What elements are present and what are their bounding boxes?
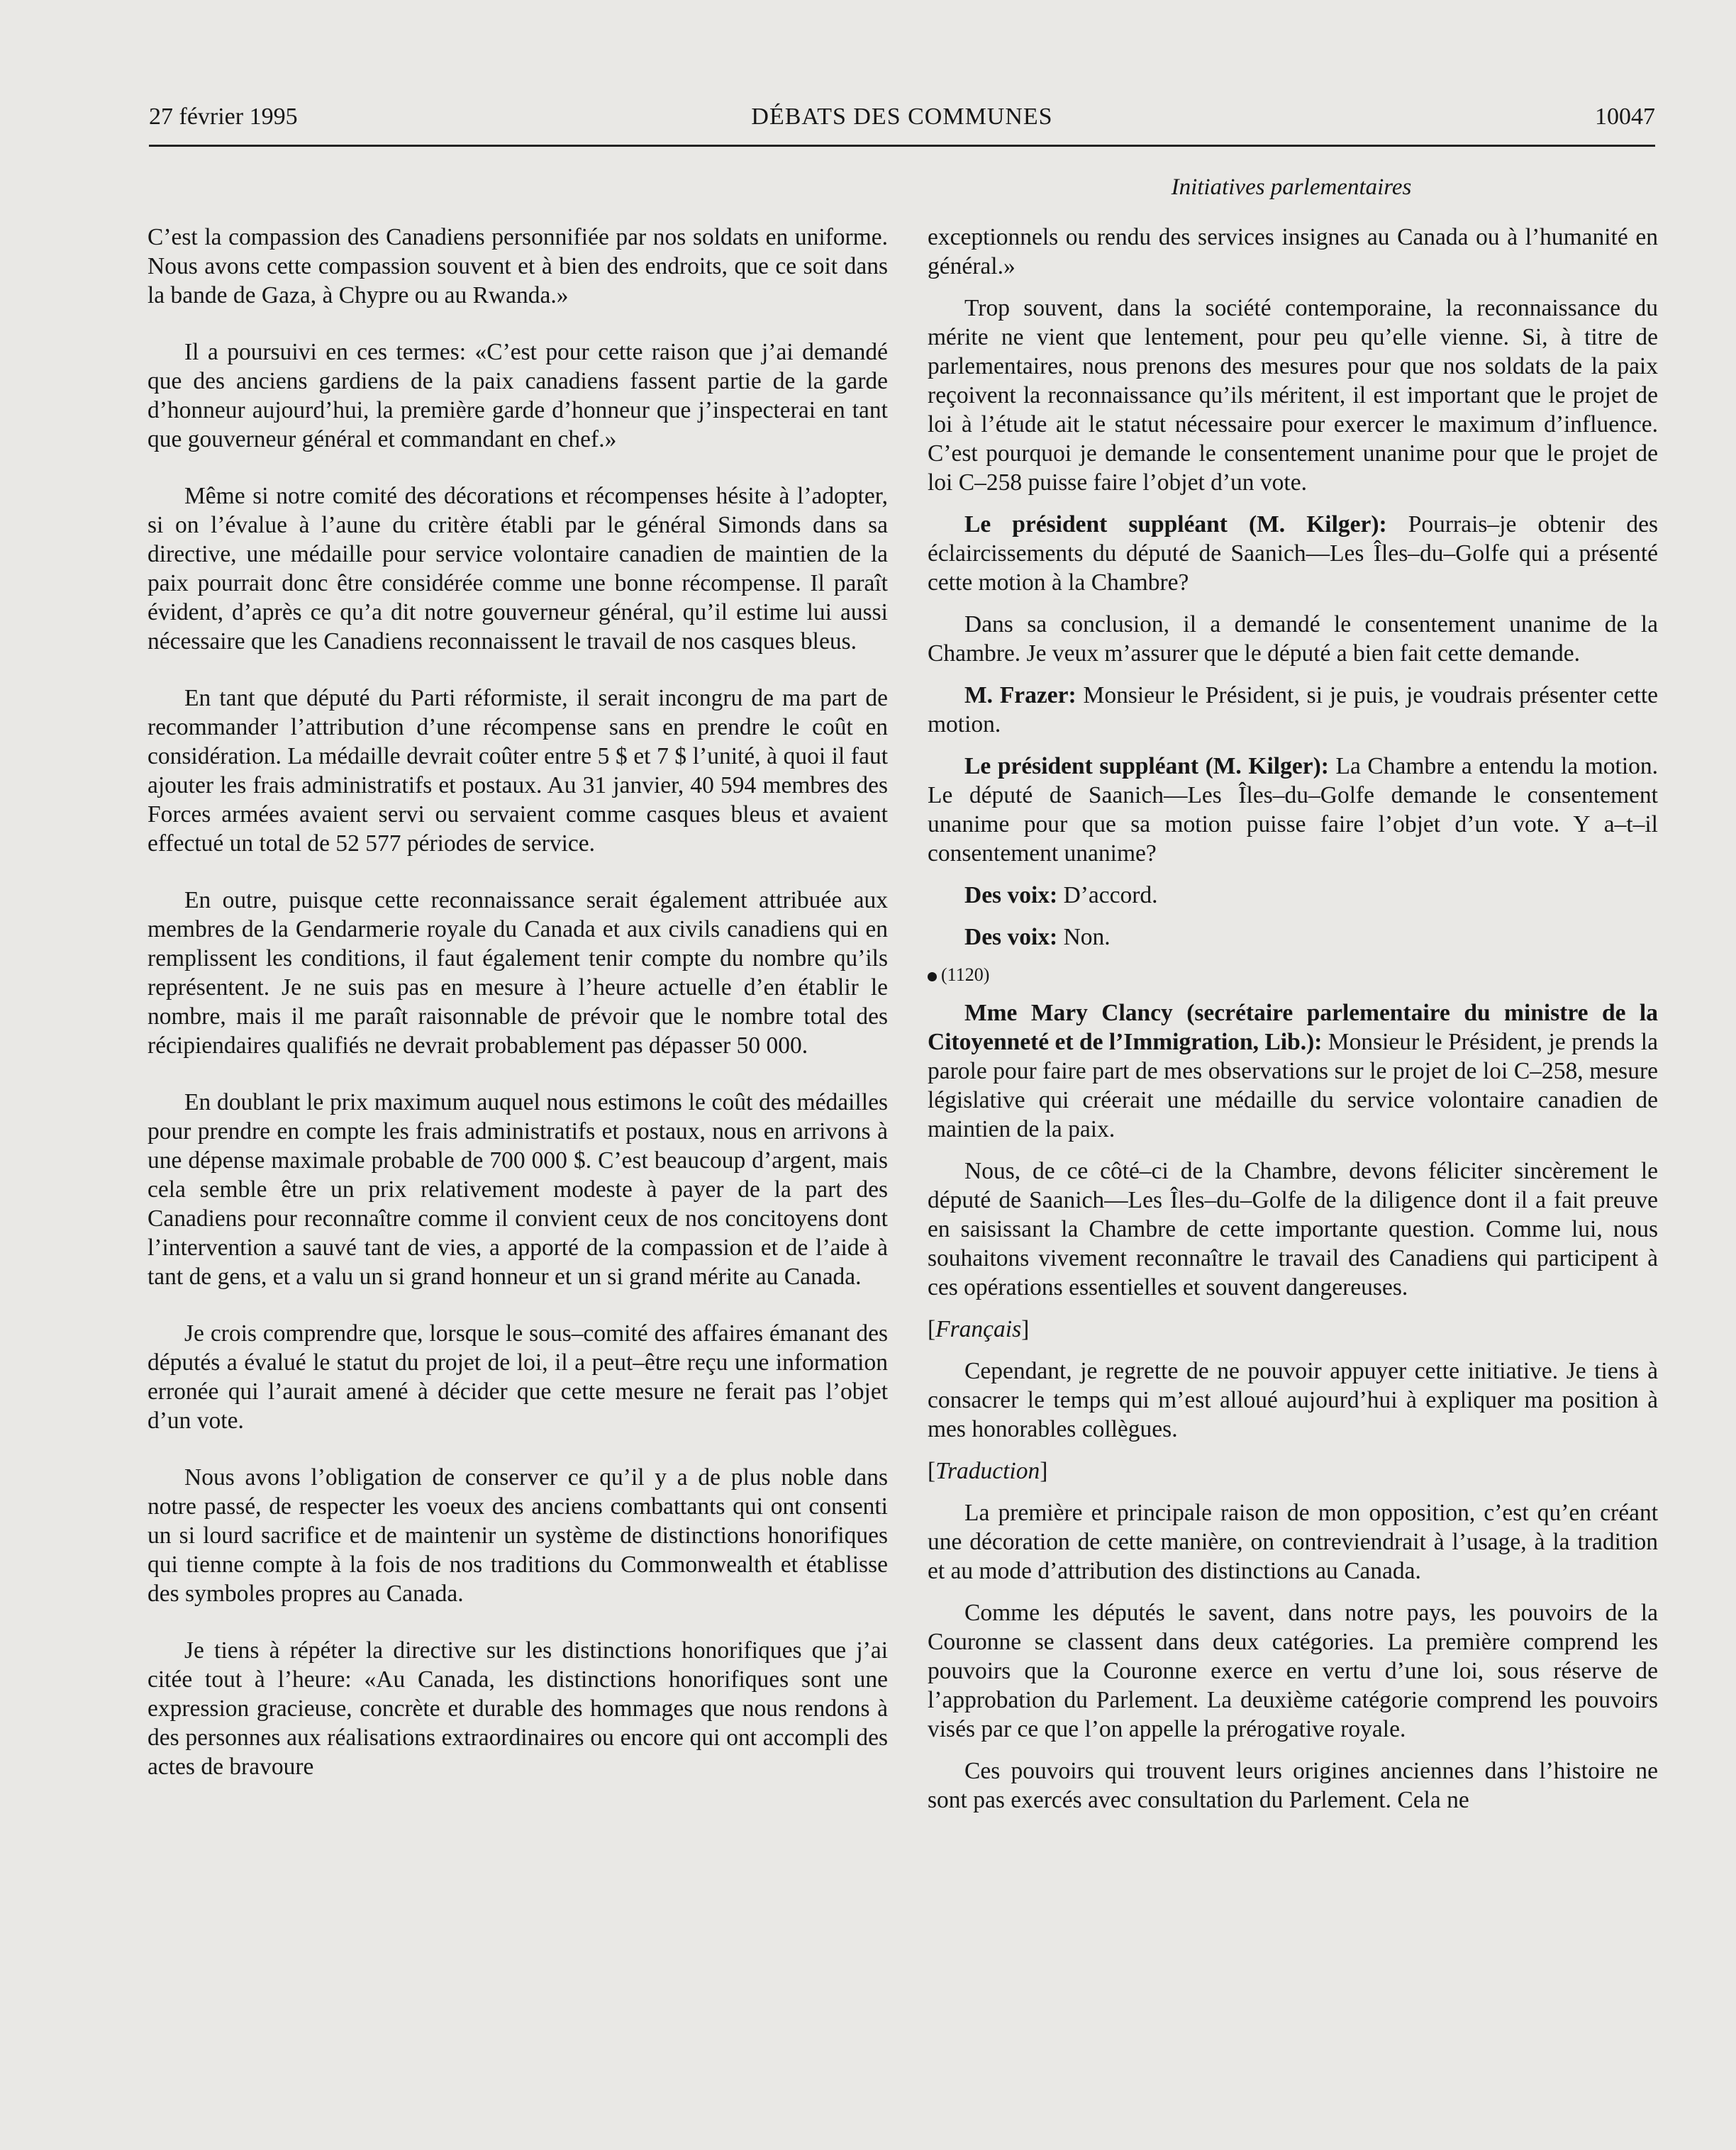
time-marker — [928, 964, 1658, 986]
paragraph: Il a poursuivi en ces termes: «C’est pour cette raison que j’ai demandé que des anciens gardiens de la paix canadiens fassent partie de la garde d’honneur aujourd’hui, la première garde d’honneur que j’inspecterai en tant que gouverneur général et commandant en chef.» — [148, 339, 888, 452]
language-tag: [Traduction] — [928, 1458, 1048, 1484]
header-title: DÉBATS DES COMMUNES — [751, 104, 1053, 130]
header-date: 27 février 1995 — [149, 104, 298, 130]
paragraph: Je tiens à répéter la directive sur les distinctions honorifiques que j’ai citée tout à l’heure: «Au Canada, les distinctions honorifiques sont une expression gracieuse, concrète et durable des hommages que nous rendons à des personnes aux réalisations extraordinaires ou encore qui ont accompli des actes de bravoure — [148, 1637, 888, 1780]
language-label: Français — [935, 1316, 1022, 1342]
paragraph: Comme les députés le savent, dans notre pays, les pouvoirs de la Couronne se classent dans deux catégories. La première comprend les pouvoirs que la Couronne exerce en vertu d’une loi, sous réserve de l’approbation du Parlement. La deuxième catégorie comprend les pouvoirs visés par ce que l’on appelle la prérogative royale. — [928, 1600, 1658, 1742]
speech-text: Non. — [1057, 924, 1111, 950]
paragraph: Nous avons l’obligation de conserver ce qu’il y a de plus noble dans notre passé, de respecter les voeux des anciens combattants qui ont consenti un si lourd sacrifice et de maintenir un système de distinctions honorifiques qui tienne compte à la fois de nos traditions du Commonwealth et établisse des symboles propres au Canada. — [148, 1464, 888, 1607]
paragraph: Même si notre comité des décorations et récompenses hésite à l’adopter, si on l’évalue à l’aune du critère établi par le général Simonds dans sa directive, une médaille pour service volontaire canadien de maintien de la paix pourrait donc être considérée comme une bonne récompense. Il paraît évident, d’après ce qu’a dit notre gouverneur général, qu’il estime lui aussi nécessaire que les Canadiens reconnaissent le travail de nos casques bleus. — [148, 483, 888, 655]
speech-paragraph — [928, 998, 1658, 1144]
paragraph: Je crois comprendre que, lorsque le sous–comité des affaires émanant des députés a évalué le statut du projet de loi, il a peut–être reçu une information erronée qui l’aurait amené à décider que cette mesure ne ferait pas l’objet d’un vote. — [148, 1320, 888, 1434]
time-label: (1120) — [941, 964, 990, 985]
paragraph: En tant que député du Parti réformiste, il serait incongru de ma part de recommander l’attribution d’une récompense sans en prendre le coût en considération. La médaille devrait coûter entre 5 $ et 7 $ l’unité, à quoi il faut ajouter les frais administratifs et postaux. Au 31 janvier, 40 594 membres des Forces armées avaient servi ou servaient comme casques bleus et avaient effectué un total de 52 577 périodes de service. — [148, 685, 888, 857]
page-header — [149, 104, 1655, 147]
speech-text: Monsieur le Président, je prends la parole pour faire part de mes observations sur le projet de loi C–258, mesure législative qui créerait une médaille du service volontaire canadien de maintien de la paix. — [928, 1029, 1658, 1142]
speech-text: La Chambre a entendu la motion. Le député de Saanich—Les Îles–du–Golfe demande le consentement unanime pour que sa motion puisse faire l’objet d’un vote. Y a–t–il consentement unanime? — [928, 753, 1659, 867]
speaker-name: Des voix: — [964, 882, 1058, 908]
speaker-name: M. Frazer: — [964, 682, 1076, 708]
speech-paragraph — [928, 681, 1658, 739]
paragraph: Ces pouvoirs qui trouvent leurs origines anciennes dans l’histoire ne sont pas exercés avec consultation du Parlement. Cela ne — [928, 1758, 1658, 1813]
speech-paragraph — [928, 752, 1658, 868]
left-column — [148, 223, 888, 1809]
speech-text: Monsieur le Président, si je puis, je voudrais présenter cette motion. — [928, 682, 1658, 737]
language-tag: [Français] — [928, 1316, 1030, 1342]
paragraph: En outre, puisque cette reconnaissance serait également attribuée aux membres de la Gendarmerie royale du Canada et aux civils canadiens qui en remplissent les conditions, il faut également tenir compte du nombre qu’ils représentent. Je ne suis pas en mesure à l’heure actuelle d’en établir le nombre, mais il me paraît raisonnable de prévoir que le nombre total des récipiendaires qualifiés ne devrait probablement pas dépasser 50 000. — [148, 887, 888, 1059]
right-column — [928, 223, 1658, 1827]
speaker-name: Des voix: — [964, 924, 1058, 950]
speech-paragraph — [928, 923, 1658, 952]
paragraph: La première et principale raison de mon opposition, c’est qu’en créant une décoration de cette manière, on contreviendrait à l’usage, à la tradition et au mode d’attribution des distinctions au Canada. — [928, 1500, 1658, 1584]
speaker-name: Mme Mary Clancy (secrétaire parlementaire du ministre de la Citoyenneté et de l’Immigration, Lib.): — [928, 1000, 1658, 1055]
paragraph: C’est la compassion des Canadiens personnifiée par nos soldats en uniforme. Nous avons cette compassion souvent et à bien des endroits, que ce soit dans la bande de Gaza, à Chypre ou au Rwanda.» — [148, 224, 888, 308]
speaker-name: Le président suppléant (M. Kilger): — [964, 753, 1329, 779]
speaker-name: Le président suppléant (M. Kilger): — [964, 511, 1387, 538]
paragraph: Trop souvent, dans la société contemporaine, la reconnaissance du mérite ne vient que lentement, pour peu qu’elle vienne. Si, à titre de parlementaires, nous prenons des mesures pour que nos soldats de la paix reçoivent la reconnaissance qu’ils méritent, il est important que le projet de loi à l’étude ait le statut nécessaire pour exercer le maximum d’influence. C’est pourquoi je demande le consentement unanime pour que le projet de loi C–258 puisse faire l’objet d’un vote. — [928, 295, 1658, 496]
speech-paragraph — [928, 881, 1658, 910]
paragraph: exceptionnels ou rendu des services insignes au Canada ou à l’humanité en général.» — [928, 224, 1658, 279]
paragraph: Cependant, je regrette de ne pouvoir appuyer cette initiative. Je tiens à consacrer le temps qui m’est alloué aujourd’hui à expliquer ma position à mes honorables collègues. — [928, 1358, 1658, 1442]
bullet-icon — [928, 972, 937, 981]
page-number: 10047 — [1595, 104, 1655, 130]
paragraph: Nous, de ce côté–ci de la Chambre, devons féliciter sincèrement le député de Saanich—Les Îles–du–Golfe de la diligence dont il a fait preuve en saisissant la Chambre de cette importante question. Comme lui, nous souhaitons vivement reconnaître le travail des Canadiens qui participent à ces opérations essentielles et souvent dangereuses. — [928, 1158, 1658, 1300]
language-label: Traduction — [935, 1458, 1040, 1484]
speech-paragraph — [928, 510, 1658, 597]
paragraph: Dans sa conclusion, il a demandé le consentement unanime de la Chambre. Je veux m’assurer que le député a bien fait cette demande. — [928, 611, 1658, 667]
paragraph: En doublant le prix maximum auquel nous estimons le coût des médailles pour prendre en compte les frais administratifs et postaux, nous en arrivons à une dépense maximale probable de 700 000 $. C’est beaucoup d’argent, mais cela semble être un prix relativement modeste à payer de la part des Canadiens pour reconnaître comme il convient ceux de nos concitoyens dont l’intervention a sauvé tant de vies, a apporté de la compassion et de l’aide à tant de gens, et a valu un si grand honneur et un si grand mérite au Canada. — [148, 1089, 888, 1290]
speech-text: Pourrais–je obtenir des éclaircissements du député de Saanich—Les Îles–du–Golfe qui a présenté cette motion à la Chambre? — [928, 511, 1658, 596]
section-title: Initiatives parlementaires — [1171, 174, 1412, 200]
speech-text: D’accord. — [1057, 882, 1158, 908]
